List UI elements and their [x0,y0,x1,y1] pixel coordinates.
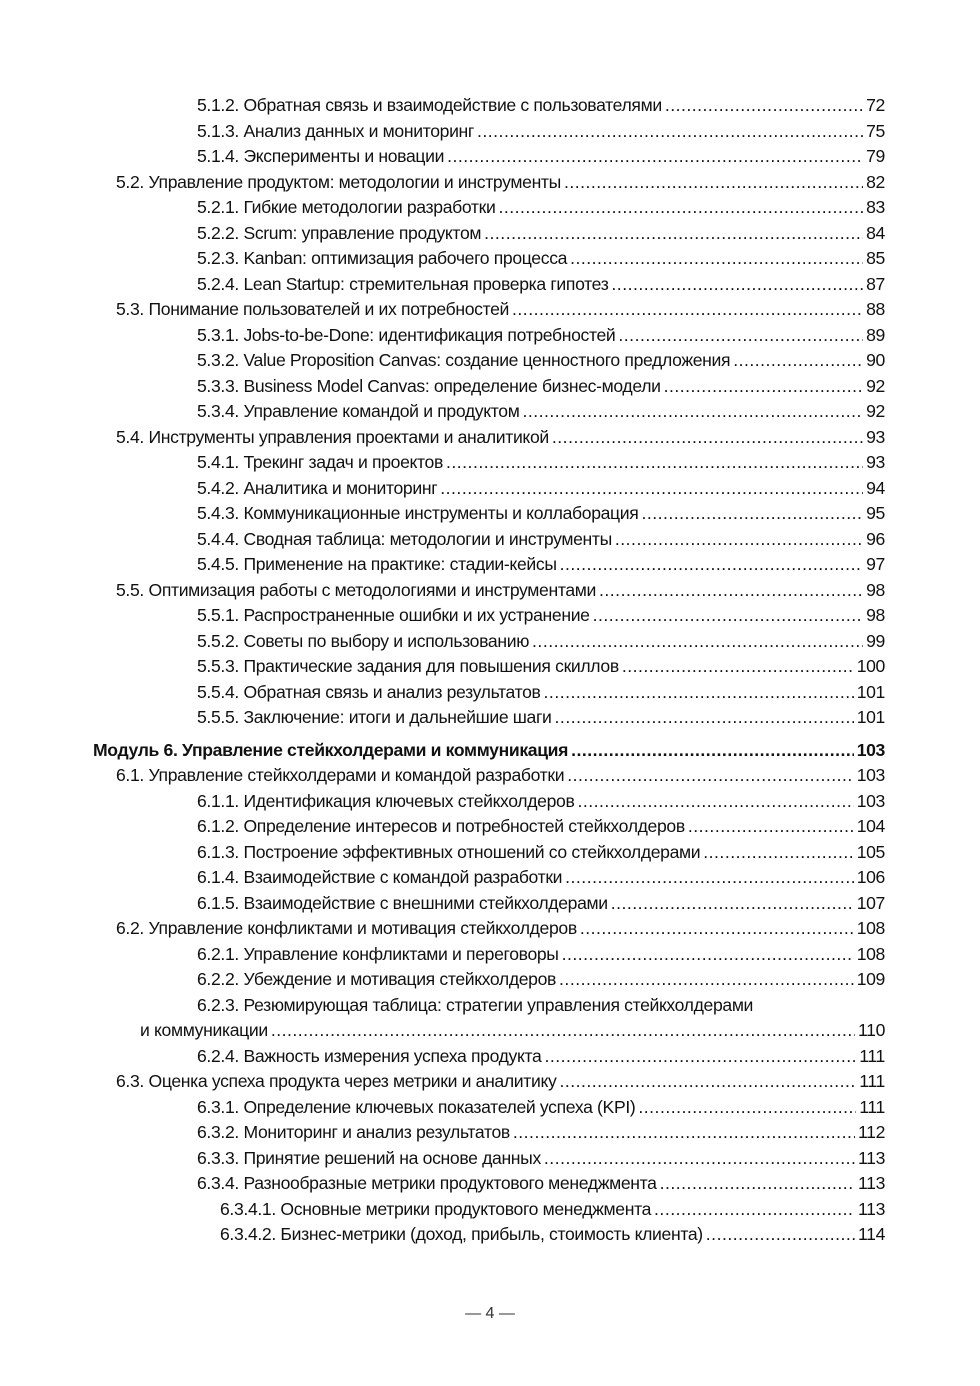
toc-entry-page: 101 [856,707,885,727]
toc-entry[interactable] [0,891,980,917]
toc-entry[interactable] [0,1222,980,1248]
toc-entry-title: 5.3.3. Business Model Canvas: определение бизнес-модели [197,375,661,396]
dot-leader [654,1197,855,1223]
toc-entry[interactable] [0,425,980,451]
toc-entry[interactable] [0,323,980,349]
dot-leader [641,501,863,527]
toc-entry[interactable] [0,1120,980,1146]
dot-leader [567,763,853,789]
dot-leader [618,323,863,349]
toc-entry-title: 5.5.4. Обратная связь и анализ результатов [197,681,541,702]
toc-entry[interactable] [0,246,980,272]
toc-entry[interactable] [0,170,980,196]
toc-entry-title: 5.4. Инструменты управления проектами и аналитикой [116,426,549,447]
toc-entry-title: 5.3. Понимание пользователей и их потребностей [116,299,510,319]
toc-entry-page: 92 [866,375,885,396]
toc-entry-page: 90 [866,350,885,370]
toc-entry[interactable] [0,221,980,247]
toc-entry-page: 111 [859,1096,885,1117]
dot-leader [622,654,854,680]
toc-entry-page: 97 [866,554,885,574]
dot-leader [559,967,854,993]
dot-leader [688,814,854,840]
toc-module-entry[interactable] [0,738,980,764]
toc-entry[interactable] [0,578,980,604]
toc-entry[interactable] [0,680,980,706]
dot-leader [544,680,854,706]
toc-entry-page: 96 [866,528,885,549]
dot-leader [560,552,864,578]
toc-entry[interactable] [0,1171,980,1197]
toc-entry[interactable] [0,865,980,891]
toc-entry-title: 5.1.2. Обратная связь и взаимодействие с пользователями [197,95,662,115]
toc-entry-page: 107 [856,892,885,913]
toc-entry-page: 108 [856,918,885,938]
toc-entry[interactable] [0,119,980,145]
toc-entry-page: 112 [858,1122,885,1142]
toc-entry-page: 79 [866,146,885,166]
toc-entry-title: 6.1.5. Взаимодействие с внешними стейкхолдерами [197,892,608,913]
toc-entry[interactable] [0,1146,980,1172]
toc-entry[interactable] [0,93,980,119]
toc-entry[interactable] [0,297,980,323]
toc-entry-page: 101 [856,681,885,702]
toc-entry-title: 5.5.1. Распространенные ошибки и их устранение [197,605,590,625]
dot-leader [544,1146,855,1172]
toc-entry-title: 5.4.1. Трекинг задач и проектов [197,452,443,472]
dot-leader [555,705,854,731]
toc-entry[interactable] [0,1095,980,1121]
toc-entry-page: 104 [856,816,885,836]
dot-leader [544,1044,856,1070]
toc-entry-page: 89 [866,324,885,345]
toc-entry[interactable] [0,1069,980,1095]
toc-entry[interactable] [0,942,980,968]
dot-leader [447,144,863,170]
dot-leader [599,578,863,604]
dot-leader [564,170,863,196]
toc-entry-title: 5.2.2. Scrum: управление продуктом [197,222,482,243]
toc-entry-title: 5.2. Управление продуктом: методологии и инструменты [116,171,561,192]
toc-entry-page: 88 [866,299,885,319]
toc-entry[interactable] [0,916,980,942]
toc-entry-title: 5.5.2. Советы по выбору и использованию [197,630,530,651]
toc-entry-title: 5.4.3. Коммуникационные инструменты и коллаборация [197,503,639,523]
toc-entry-page: 72 [866,95,885,115]
dot-leader [498,195,863,221]
toc-entry-title: 5.4.5. Применение на практике: стадии-кейсы [197,554,557,574]
toc-entry-title: 6.1.2. Определение интересов и потребностей стейкхолдеров [197,816,685,836]
toc-entry-title: 5.5. Оптимизация работы с методологиями и инструментами [116,579,597,600]
toc-entry-page: 111 [859,1071,885,1091]
dot-leader [664,374,864,400]
toc-entry-page: 98 [866,579,885,600]
toc-entry[interactable] [0,629,980,655]
page-number: — 4 — [465,1305,515,1322]
toc-entry[interactable] [0,348,980,374]
toc-entry[interactable] [0,840,980,866]
toc-entry-page: 82 [866,171,885,192]
dot-leader [562,942,854,968]
toc-entry-page: 114 [858,1224,885,1244]
toc-entry-title: 6.3.4. Разнообразные метрики продуктового менеджмента [197,1173,657,1193]
toc-entry-page: 110 [858,1020,885,1040]
toc-entry-title: 5.4.2. Аналитика и мониторинг [197,477,438,498]
dot-leader [638,1095,856,1121]
toc-entry-title: 6.1.4. Взаимодействие с командой разработки [197,867,563,887]
toc-entry-page: 103 [856,765,885,785]
toc-entry[interactable] [0,374,980,400]
dot-leader [532,629,863,655]
toc-entry-page: 109 [856,969,885,989]
toc-entry-title: 5.2.3. Kanban: оптимизация рабочего процесса [197,248,568,268]
dot-leader [703,840,853,866]
toc-entry-title: 6.3.4.1. Основные метрики продуктового менеджмента [220,1198,652,1219]
toc-entry-page: 99 [866,630,885,651]
toc-entry-title: 6.2.1. Управление конфликтами и переговоры [197,943,559,964]
toc-entry[interactable] [0,763,980,789]
dot-leader [565,865,854,891]
toc-entry-page: 106 [856,867,885,887]
toc-entry-page: 108 [856,943,885,964]
dot-leader [446,450,863,476]
toc-entry-title: 6.3.2. Мониторинг и анализ результатов [197,1122,510,1142]
toc-entry-title: 6.1. Управление стейкхолдерами и командой разработки [116,765,565,785]
toc-entry[interactable] [0,272,980,298]
toc-entry[interactable] [0,144,980,170]
toc-entry[interactable] [0,603,980,629]
toc-entry[interactable] [0,1044,980,1070]
toc-entry-page: 75 [866,120,885,141]
dot-leader [512,297,863,323]
toc-entry-page: 84 [866,222,885,243]
toc-entry-title: 6.2.4. Важность измерения успеха продукта [197,1045,542,1066]
dot-leader [615,527,863,553]
toc-entry-title: 6.2.3. Резюмирующая таблица: стратегии управления стейкхолдерами [197,994,754,1015]
dot-leader [477,119,863,145]
toc-entry-title: 5.2.1. Гибкие методологии разработки [197,197,496,217]
toc-entry-page: 98 [866,605,885,625]
toc-entry-title: 6.3.4.2. Бизнес-метрики (доход, прибыль, стоимость клиента) [220,1224,703,1244]
toc-entry[interactable] [0,789,980,815]
dot-leader [706,1222,855,1248]
toc-entry[interactable] [0,399,980,425]
toc-entry-title: 5.3.4. Управление командой и продуктом [197,401,520,421]
dot-leader [665,93,863,119]
toc-entry[interactable] [0,501,980,527]
toc-entry-title: 6.3.3. Принятие решений на основе данных [197,1147,541,1168]
dot-leader [552,425,863,451]
toc-entry[interactable] [0,450,980,476]
toc-entry-page: 103 [856,739,885,760]
toc-entry-title: и коммуникации [140,1020,268,1040]
toc-entry-title: 5.5.5. Заключение: итоги и дальнейшие шаги [197,707,552,727]
section-gap [0,731,980,738]
toc-entry-title: Модуль 6. Управление стейкхолдерами и коммуникация [93,739,569,760]
toc-entry-page: 93 [866,426,885,447]
toc-entry[interactable] [0,195,980,221]
toc-entry[interactable] [0,552,980,578]
toc-entry-page: 94 [866,477,885,498]
toc-entry-title: 5.3.1. Jobs-to-be-Done: идентификация потребностей [197,324,616,345]
toc-entry-title: 5.1.3. Анализ данных и мониторинг [197,120,474,141]
toc-entry-title: 6.1.1. Идентификация ключевых стейкхолдеров [197,790,575,811]
toc-entry[interactable] [0,1018,980,1044]
toc-entry-page: 103 [856,790,885,811]
table-of-contents [0,93,980,1248]
dot-leader [660,1171,855,1197]
toc-entry-title: 6.1.3. Построение эффективных отношений со стейкхолдерами [197,841,701,862]
toc-entry-page: 113 [858,1147,885,1168]
toc-entry[interactable] [0,967,980,993]
dot-leader [271,1018,855,1044]
dot-leader [513,1120,855,1146]
toc-entry[interactable] [0,476,980,502]
toc-entry-page: 87 [866,273,885,294]
toc-entry-page: 111 [859,1045,885,1066]
toc-entry-title: 5.5.3. Практические задания для повышения скиллов [197,656,619,676]
toc-entry[interactable] [0,654,980,680]
toc-entry-title: 5.1.4. Эксперименты и новации [197,146,445,166]
toc-entry-title: 6.2.2. Убеждение и мотивация стейкхолдеров [197,969,557,989]
toc-entry-title: 6.3. Оценка успеха продукта через метрики и аналитику [116,1071,557,1091]
toc-entry-page: 95 [866,503,885,523]
toc-entry-page: 113 [858,1173,885,1193]
toc-entry-title: 5.3.2. Value Proposition Canvas: создание ценностного предложения [197,350,731,370]
toc-entry-page: 100 [856,656,885,676]
toc-entry[interactable] [0,993,980,1019]
toc-entry[interactable] [0,705,980,731]
toc-entry-title: 5.4.4. Сводная таблица: методологии и инструменты [197,528,612,549]
dot-leader [611,891,854,917]
dot-leader [571,738,854,764]
dot-leader [570,246,863,272]
toc-entry-title: 6.3.1. Определение ключевых показателей успеха (KPI) [197,1096,636,1117]
toc-entry-title: 6.2. Управление конфликтами и мотивация стейкхолдеров [116,918,577,938]
dot-leader [440,476,863,502]
dot-leader [733,348,863,374]
toc-entry-page: 83 [866,197,885,217]
dot-leader [484,221,863,247]
toc-entry-title: 5.2.4. Lean Startup: стремительная проверка гипотез [197,273,609,294]
toc-entry-page: 85 [866,248,885,268]
toc-entry-page: 105 [856,841,885,862]
toc-entry[interactable] [0,1197,980,1223]
dot-leader [559,1069,856,1095]
dot-leader [593,603,864,629]
toc-entry-page: 93 [866,452,885,472]
toc-entry[interactable] [0,814,980,840]
toc-entry-page: 113 [858,1198,885,1219]
toc-entry-page: 92 [866,401,885,421]
dot-leader [580,916,854,942]
dot-leader [611,272,863,298]
dot-leader [522,399,863,425]
dot-leader [577,789,853,815]
toc-entry[interactable] [0,527,980,553]
